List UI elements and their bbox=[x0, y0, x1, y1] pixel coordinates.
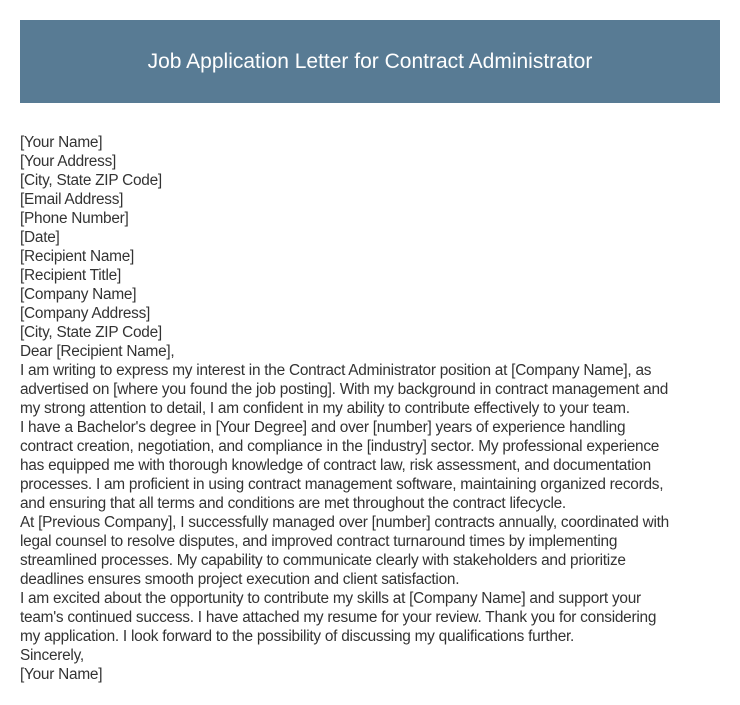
paragraph-line: contract creation, negotiation, and compliance in the [industry] sector. My professional experience bbox=[20, 438, 660, 455]
salutation: Dear [Recipient Name], bbox=[20, 343, 175, 360]
paragraph-line: team's continued success. I have attached my resume for your review. Thank you for considering bbox=[20, 609, 657, 626]
paragraph-line: deadlines ensures smooth project execution and client satisfaction. bbox=[20, 571, 460, 588]
paragraph-line: legal counsel to resolve disputes, and improved contract turnaround times by implementing bbox=[20, 533, 618, 550]
paragraph-line: I am writing to express my interest in the Contract Administrator position at [Company Name], as bbox=[20, 362, 652, 379]
letter-body bbox=[20, 133, 725, 684]
recipient-company-address: [Company Address] bbox=[20, 305, 151, 322]
paragraph-experience bbox=[20, 513, 725, 589]
sender-phone: [Phone Number] bbox=[20, 210, 129, 227]
page-title: Job Application Letter for Contract Administrator bbox=[147, 49, 593, 73]
recipient-title: [Recipient Title] bbox=[20, 267, 121, 284]
sender-email: [Email Address] bbox=[20, 191, 124, 208]
paragraph-line: processes. I am proficient in using contract management software, maintaining organized records, bbox=[20, 476, 664, 493]
closing: Sincerely, bbox=[20, 647, 84, 664]
signature: [Your Name] bbox=[20, 666, 103, 683]
recipient-block bbox=[20, 247, 725, 342]
page-header bbox=[20, 20, 720, 103]
sender-address: [Your Address] bbox=[20, 153, 117, 170]
paragraph-line: my application. I look forward to the possibility of discussing my qualifications further. bbox=[20, 628, 575, 645]
recipient-name: [Recipient Name] bbox=[20, 248, 135, 265]
paragraph-line: At [Previous Company], I successfully managed over [number] contracts annually, coordinated with bbox=[20, 514, 669, 531]
sender-block bbox=[20, 133, 725, 247]
paragraph-line: and ensuring that all terms and conditions are met throughout the contract lifecycle. bbox=[20, 495, 566, 512]
paragraph-line: my strong attention to detail, I am confident in my ability to contribute effectively to your team. bbox=[20, 400, 630, 417]
paragraph-closing bbox=[20, 589, 725, 646]
letter-date: [Date] bbox=[20, 229, 60, 246]
paragraph-intro bbox=[20, 361, 725, 418]
paragraph-line: has equipped me with thorough knowledge of contract law, risk assessment, and documentation bbox=[20, 457, 651, 474]
recipient-company: [Company Name] bbox=[20, 286, 137, 303]
paragraph-line: I am excited about the opportunity to contribute my skills at [Company Name] and support your bbox=[20, 590, 641, 607]
paragraph-line: streamlined processes. My capability to communicate clearly with stakeholders and prioritize bbox=[20, 552, 626, 569]
sender-name: [Your Name] bbox=[20, 134, 103, 151]
paragraph-line: I have a Bachelor's degree in [Your Degree] and over [number] years of experience handling bbox=[20, 419, 626, 436]
paragraph-line: advertised on [where you found the job posting]. With my background in contract management and bbox=[20, 381, 669, 398]
recipient-city-state-zip: [City, State ZIP Code] bbox=[20, 324, 162, 341]
paragraph-qualifications bbox=[20, 418, 725, 513]
sender-city-state-zip: [City, State ZIP Code] bbox=[20, 172, 162, 189]
